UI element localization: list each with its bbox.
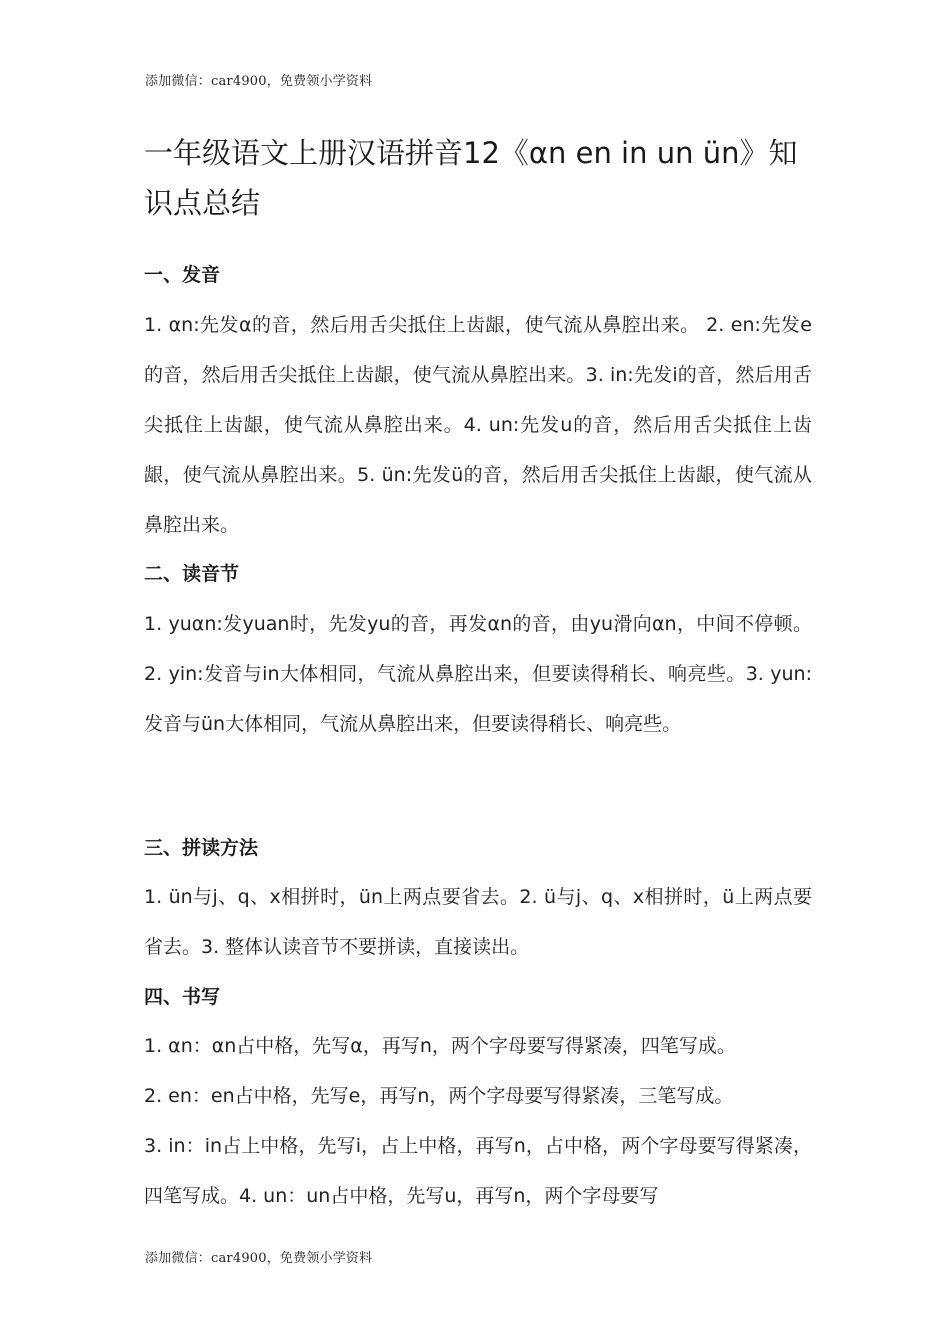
section-heading-spelling-method: 三、拼读方法 <box>144 837 259 859</box>
writing-line-en: 2. en：en占中格，先写e，再写n，两个字母要写得紧凑，三笔写成。 <box>144 1085 734 1107</box>
section-body-spelling-method: 1. ün与j、q、x相拼时，ün上两点要省去。2. ü与j、q、x相拼时，ü上两点要省去。3. 整体认读音节不要拼读，直接读出。 <box>144 886 812 958</box>
footer-watermark-note: 添加微信：car4900，免费领小学资料 <box>145 1251 373 1266</box>
section-body-pronunciation: 1. αn:先发α的音，然后用舌尖抵住上齿龈，使气流从鼻腔出来。 2. en:先发e的音，然后用舌尖抵住上齿龈，使气流从鼻腔出来。3. in:先发i的音，然后用舌尖抵住上齿龈，使气流从鼻腔出来。4. un:先发u的音，然后用舌尖抵住上齿龈，使气流从鼻腔出来。5. ün:先发ü的音，然后用舌尖抵住上齿龈，使气流从鼻腔出来。 <box>144 314 812 536</box>
section-heading-pronunciation: 一、发音 <box>144 264 221 286</box>
section-body-syllables: 1. yuαn:发yuan时，先发yu的音，再发αn的音，由yu滑向αn，中间不停顿。2. yin:发音与in大体相同，气流从鼻腔出来，但要读得稍长、响亮些。3. yun:发音与ün大体相同，气流从鼻腔出来，但要读得稍长、响亮些。 <box>144 613 812 735</box>
header-watermark-note: 添加微信：car4900，免费领小学资料 <box>145 74 373 89</box>
page-title: 一年级语文上册汉语拼音12《αn en in un ün》知识点总结 <box>144 136 798 220</box>
section-body-writing: 3. in：in占上中格，先写i，占上中格，再写n，占中格，两个字母要写得紧凑，四笔写成。4. un：un占中格，先写u，再写n，两个字母要写 <box>144 1135 812 1207</box>
writing-line-an: 1. αn：αn占中格，先写α，再写n，两个字母要写得紧凑，四笔写成。 <box>144 1035 736 1057</box>
section-heading-syllables: 二、读音节 <box>144 563 240 585</box>
section-heading-writing: 四、书写 <box>144 986 221 1008</box>
